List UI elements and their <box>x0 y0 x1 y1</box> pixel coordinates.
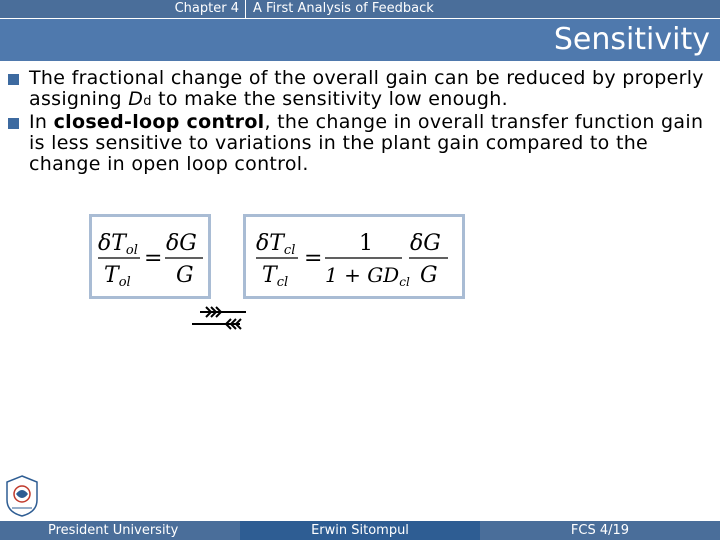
bullet-1-text-after: to make the sensitivity low enough. <box>151 88 508 110</box>
bullet-item-2 <box>8 112 708 175</box>
footer-bar <box>0 521 720 540</box>
chapter-title: A First Analysis of Feedback <box>246 0 720 18</box>
cl-equals: = <box>304 246 323 271</box>
bullet-1-text-before: The fractional change of the overall gain can be reduced by properly assigning <box>29 67 704 110</box>
footer-university: President University <box>0 521 240 540</box>
ol-rhs-denominator: G <box>176 263 194 288</box>
bullet-2-bold: closed-loop control <box>53 111 265 133</box>
bullet-2-text-before: In <box>29 111 54 133</box>
chapter-label: Chapter 4 <box>0 0 245 18</box>
ol-equals: = <box>144 246 163 271</box>
top-bar <box>0 0 720 18</box>
bullet-1-variable-sub: d <box>143 94 152 109</box>
footer-author: Erwin Sitompul <box>240 521 480 540</box>
cl-rhs-denominator: G <box>420 263 438 288</box>
cl-mid-denominator: $1 + GD_{cl}$ <box>325 263 410 289</box>
open-loop-equation-box <box>89 214 211 299</box>
slide-body <box>8 68 708 175</box>
bullet-1-variable: D <box>128 88 144 110</box>
closed-loop-equation <box>246 217 462 296</box>
double-arrow-icon <box>190 302 250 332</box>
footer-page: FCS 4/19 <box>480 521 720 540</box>
ol-lhs-numerator: δTol <box>98 231 138 258</box>
bullet-2-text-after: , the change in overall transfer function gain is less sensitive to variations in the plant gain compared to the change in open loop control. <box>29 111 704 175</box>
bullet-square-icon <box>8 118 19 129</box>
title-bar <box>0 19 720 61</box>
bullet-item-1 <box>8 68 708 112</box>
university-logo-icon <box>4 474 40 518</box>
cl-rhs-numerator: δG <box>410 231 441 256</box>
slide-title: Sensitivity <box>553 22 710 57</box>
ol-rhs-numerator: δG <box>166 231 197 256</box>
ol-lhs-denominator: Tol <box>104 263 131 290</box>
closed-loop-equation-box <box>243 214 465 299</box>
open-loop-equation <box>92 217 208 296</box>
cl-mid-numerator: 1 <box>359 231 373 256</box>
cl-lhs-denominator: Tcl <box>262 263 289 290</box>
cl-lhs-numerator: δTcl <box>256 231 296 258</box>
bullet-square-icon <box>8 74 19 85</box>
